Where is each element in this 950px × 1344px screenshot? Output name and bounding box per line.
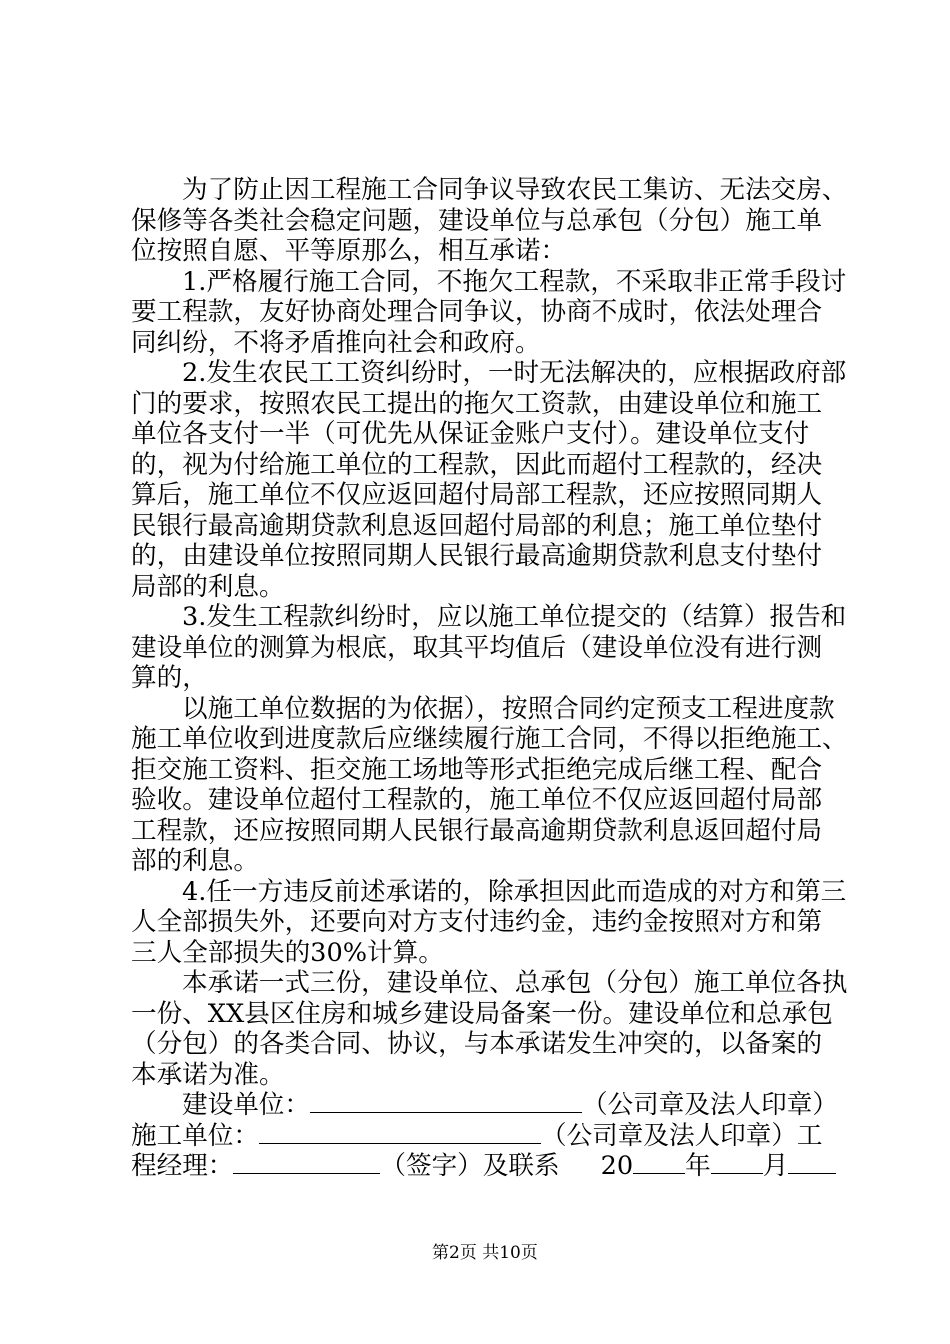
clause-2-line: 门的要求，按照农民工提出的拖欠工资款，由建设单位和施工 [131, 388, 823, 419]
clause-1-line: 1.严格履行施工合同，不拖欠工程款，不采取非正常手段讨 [182, 266, 847, 297]
manager-sign-note: （签字）及联系 [380, 1151, 560, 1181]
clause-2-line: 的，由建设单位按照同期人民银行最高逾期贷款利息支付垫付 [131, 541, 823, 571]
clause-3-line: 建设单位的测算为根底，取其平均值后（建设单位没有进行测 [131, 632, 823, 663]
contractor-signature-line [131, 1121, 891, 1152]
contractor-blank-field [259, 1121, 541, 1144]
manager-label: 程经理： [131, 1151, 234, 1181]
builder-label: 建设单位： [182, 1090, 310, 1120]
intro-line: 位按照自愿、平等原那么，相互承诺： [131, 236, 567, 266]
clause-3-line: 3.发生工程款纠纷时，应以施工单位提交的（结算）报告和 [182, 602, 847, 632]
builder-seal-note: （公司章及法人印章） [581, 1090, 838, 1120]
clause-3-line: 施工单位收到进度款后应继续履行施工合同，不得以拒绝施工、 [131, 724, 848, 754]
copies-line: 本承诺为准。 [131, 1059, 285, 1090]
month-blank-field [711, 1151, 763, 1174]
clause-1-line: 要工程款，友好协商处理合同争议，协商不成时，依法处理合 [131, 297, 823, 327]
clause-3-line: 以施工单位数据的为依据），按照合同约定预支工程进度款 [182, 693, 835, 724]
clause-4-line: 4.任一方违反前述承诺的，除承担因此而造成的对方和第三 [182, 876, 847, 907]
year-prefix: 20 [600, 1151, 634, 1181]
clause-2-line: 算后，施工单位不仅应返回超付局部工程款，还应按照同期人 [131, 480, 823, 510]
clause-1-line: 同纠纷，不将矛盾推向社会和政府。 [131, 327, 541, 358]
day-blank-field [788, 1151, 836, 1174]
clause-2-line: 2.发生农民工工资纠纷时，一时无法解决的，应根据政府部 [182, 358, 847, 388]
year-unit: 年 [685, 1151, 711, 1181]
clause-3-line: 部的利息。 [131, 846, 259, 876]
clause-3-line: 工程款，还应按照同期人民银行最高逾期贷款利息返回超付局 [131, 815, 823, 846]
manager-blank-field [233, 1151, 380, 1174]
year-blank-field [633, 1151, 685, 1174]
month-unit: 月 [762, 1151, 789, 1181]
intro-line: 保修等各类社会稳定问题，建设单位与总承包（分包）施工单 [131, 205, 823, 236]
copies-line: （分包）的各类合同、协议，与本承诺发生冲突的，以备案的 [131, 1029, 823, 1059]
copies-line: 一份、XX县区住房和城乡建设局备案一份。建设单位和总承包 [131, 998, 833, 1029]
clause-4-line: 三人全部损失的30%计算。 [131, 937, 444, 968]
contractor-seal-note: （公司章及法人印章）工 [540, 1120, 823, 1151]
copies-line: 本承诺一式三份，建设单位、总承包（分包）施工单位各执 [182, 968, 848, 998]
page-indicator: 第2页 共10页 [432, 1243, 538, 1263]
clause-2-line: 局部的利息。 [131, 571, 285, 602]
clause-4-line: 人全部损失外，还要向对方支付违约金，违约金按照对方和第 [131, 907, 823, 937]
manager-signature-line [131, 1151, 891, 1182]
clause-2-line: 的，视为付给施工单位的工程款，因此而超付工程款的，经决 [131, 449, 823, 480]
document-body [131, 175, 891, 1182]
clause-2-line: 单位各支付一半（可优先从保证金账户支付）。建设单位支付 [131, 419, 810, 449]
clause-3-line: 验收。建设单位超付工程款的，施工单位不仅应返回超付局部 [131, 785, 823, 815]
intro-line: 为了防止因工程施工合同争议导致农民工集访、无法交房、 [182, 175, 848, 205]
clause-3-line: 拒交施工资料、拒交施工场地等形式拒绝完成后继工程、配合 [131, 754, 823, 785]
builder-blank-field [310, 1090, 582, 1113]
clause-3-line: 算的， [131, 663, 208, 693]
contractor-label: 施工单位： [131, 1120, 259, 1151]
builder-signature-line [131, 1090, 891, 1121]
clause-2-line: 民银行最高逾期贷款利息返回超付局部的利息；施工单位垫付 [131, 510, 823, 541]
